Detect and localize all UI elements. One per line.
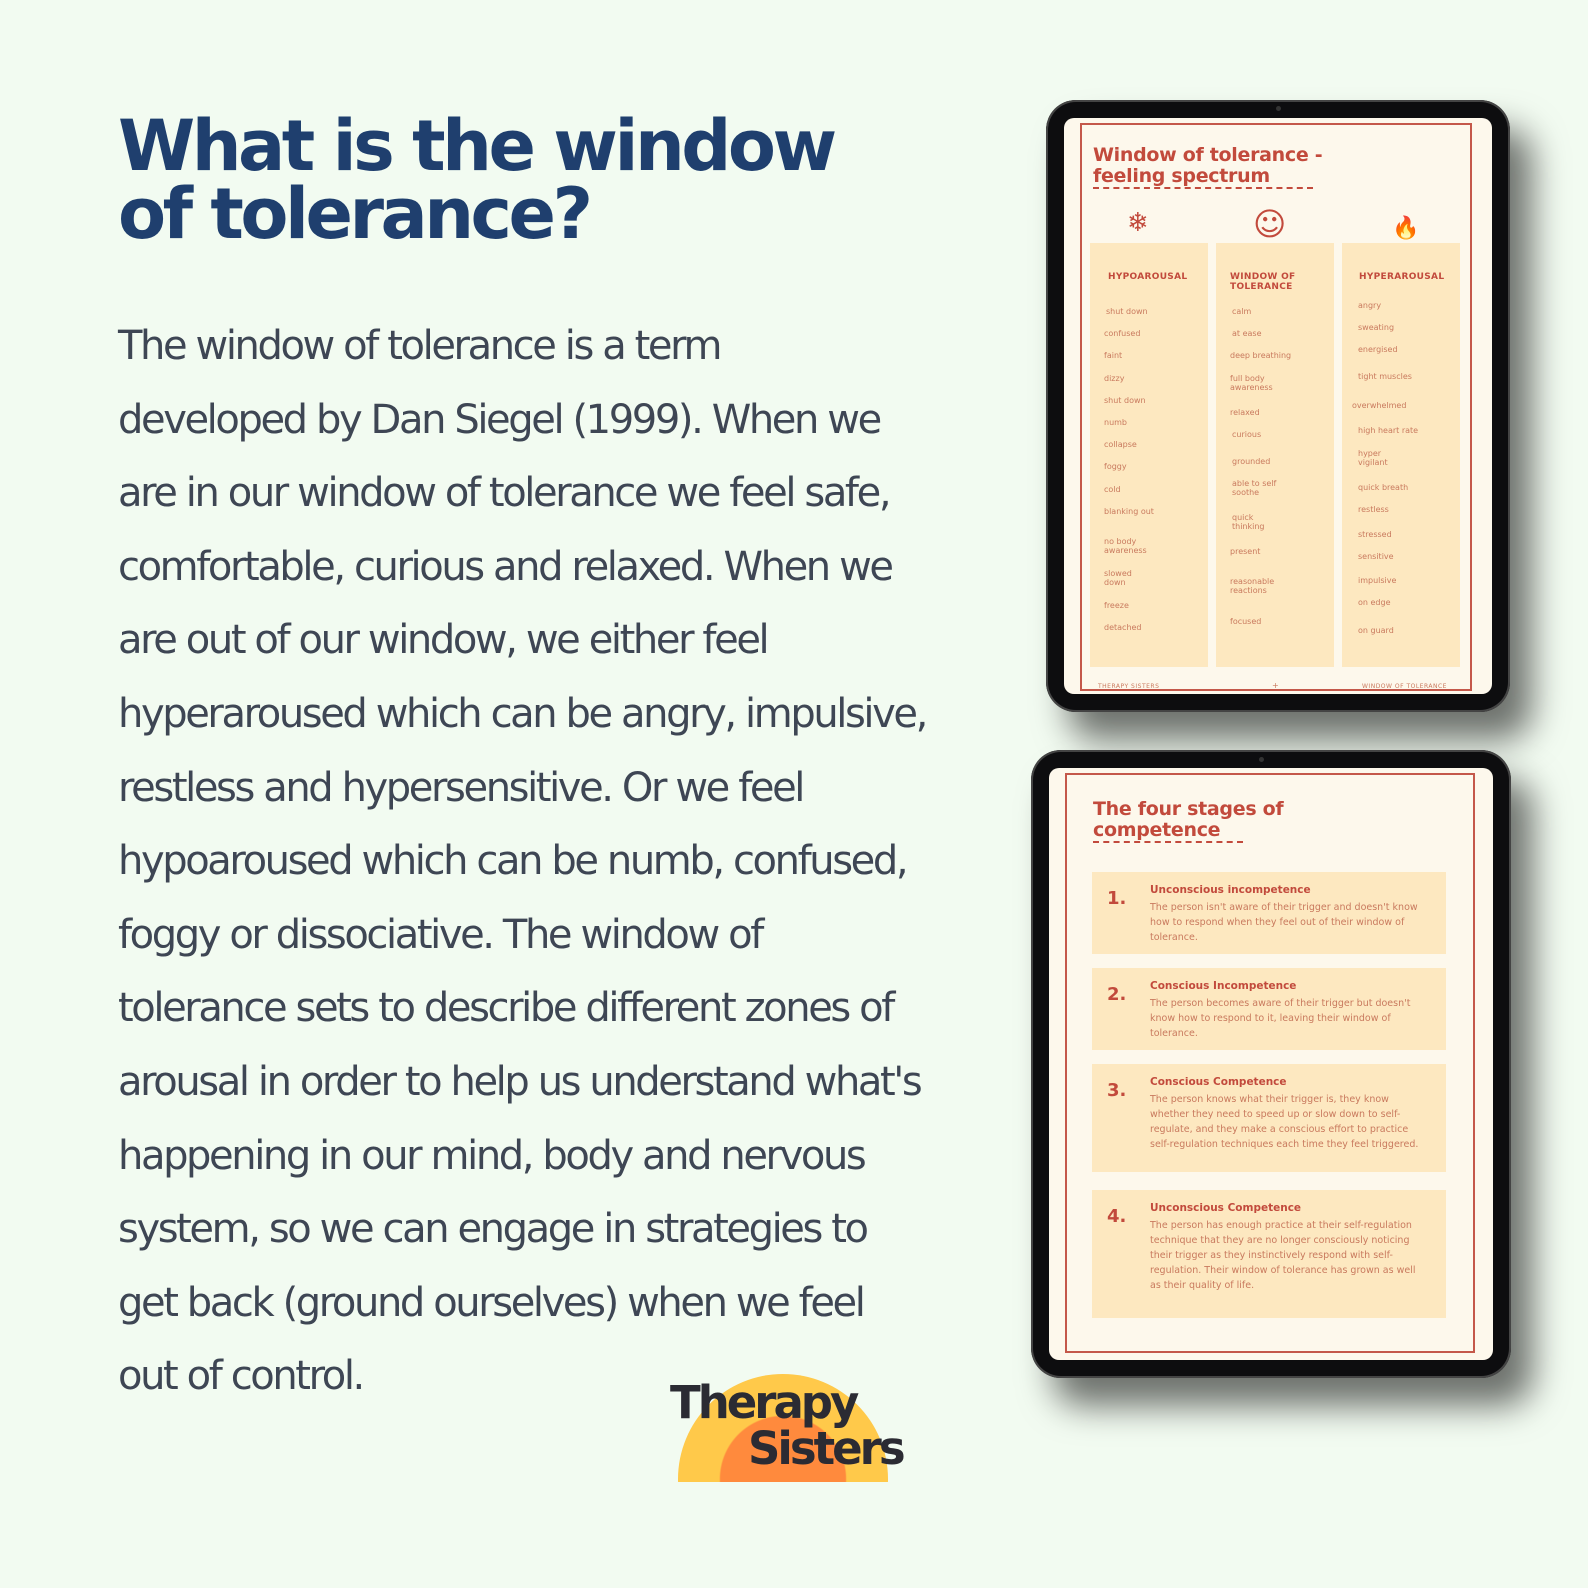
column-hypoarousal: [1090, 243, 1208, 667]
list-item: freeze: [1104, 600, 1129, 610]
list-item: full body awareness: [1230, 373, 1273, 392]
stage-title: Conscious Incompetence: [1150, 980, 1297, 992]
list-item: able to self soothe: [1232, 478, 1277, 497]
list-item: tight muscles: [1358, 372, 1412, 382]
snowflake-icon: ❄: [1127, 208, 1149, 238]
list-item: stressed: [1358, 529, 1392, 539]
stage-description: The person becomes aware of their trigger but doesn't know how to respond to it, leaving their window of tolerance.: [1150, 998, 1411, 1039]
stage-number: 1.: [1107, 888, 1127, 909]
feeling-list: [1104, 307, 1202, 645]
column-heading: HYPERAROUSAL: [1359, 272, 1445, 282]
column-hyperarousal: [1342, 243, 1460, 667]
stage-number: 2.: [1107, 984, 1127, 1005]
stage-number: 3.: [1107, 1080, 1127, 1101]
list-item: angry: [1358, 301, 1382, 310]
list-item: at ease: [1232, 329, 1262, 339]
stage-title: Conscious Competence: [1150, 1076, 1287, 1088]
stage-card: [1092, 1190, 1446, 1318]
list-item: reasonable reactions: [1230, 576, 1275, 595]
feeling-list: [1352, 301, 1454, 648]
stage-card: [1092, 872, 1446, 954]
list-item: numb: [1104, 417, 1128, 427]
list-item: quick thinking: [1232, 512, 1265, 531]
list-item: sweating: [1358, 323, 1395, 333]
list-item: shut down: [1106, 307, 1148, 316]
list-item: calm: [1232, 307, 1252, 316]
list-item: present: [1230, 546, 1261, 556]
list-item: foggy: [1104, 462, 1127, 472]
list-item: confused: [1104, 329, 1141, 339]
tablet2-title: The four stages of competence: [1093, 798, 1284, 841]
list-item: no body awareness: [1104, 536, 1147, 555]
stage-card: [1092, 1064, 1446, 1172]
list-item: collapse: [1104, 440, 1137, 450]
list-item: grounded: [1232, 456, 1271, 466]
smiley-icon: ☺: [1253, 205, 1287, 243]
list-item: quick breath: [1358, 482, 1409, 492]
stage-number: 4.: [1107, 1206, 1127, 1227]
list-item: detached: [1104, 622, 1142, 632]
list-item: deep breathing: [1230, 351, 1292, 361]
camera-icon: [1259, 757, 1264, 762]
list-item: dizzy: [1104, 373, 1125, 383]
footer-mid: +: [1272, 681, 1280, 690]
column-heading: WINDOW OF TOLERANCE: [1230, 272, 1296, 292]
stage-description: The person has enough practice at their self-regulation technique that they are no longer consciously noticing their trigger as they instinctively respond with self-regulation. Their window of tolerance has grown as well as their quality of life.: [1150, 1220, 1416, 1291]
list-item: on guard: [1358, 626, 1394, 636]
list-item: shut down: [1104, 395, 1146, 405]
column-window-of-tolerance: [1216, 243, 1334, 667]
logo-line-1: Therapy: [670, 1376, 857, 1429]
list-item: restless: [1358, 504, 1389, 514]
feeling-list: [1230, 307, 1328, 639]
title-underline: [1093, 184, 1313, 189]
stage-title: Unconscious incompetence: [1150, 884, 1311, 896]
list-item: overwhelmed: [1352, 401, 1407, 411]
list-item: impulsive: [1358, 575, 1397, 585]
list-item: sensitive: [1358, 551, 1394, 561]
list-item: high heart rate: [1358, 426, 1419, 436]
list-item: relaxed: [1230, 407, 1260, 417]
title-underline: [1093, 838, 1243, 843]
list-item: curious: [1232, 429, 1262, 439]
list-item: on edge: [1358, 598, 1391, 608]
footer-left: THERAPY SISTERS: [1098, 683, 1160, 690]
column-heading: HYPOAROUSAL: [1108, 272, 1188, 282]
list-item: slowed down: [1104, 568, 1132, 587]
list-item: faint: [1104, 351, 1123, 361]
list-item: energised: [1358, 345, 1398, 355]
body-paragraph: The window of tolerance is a term developed by Dan Siegel (1999). When we are in our window of tolerance we feel safe, comfortable, curious and relaxed. When we are out of our window, we either feel hyperaroused which can be angry, impulsive, restless and hypersensitive. Or we feel hypoaroused which can be numb, confused, foggy or dissociative. The window of tolerance sets to describe different zones of arousal in order to help us understand what's happening in our mind, body and nervous system, so we can engage in strategies to get back (ground ourselves) when we feel out of control.: [118, 323, 926, 1400]
page-title: What is the window of tolerance?: [118, 105, 834, 255]
tablet1-title: Window of tolerance - feeling spectrum: [1093, 144, 1323, 187]
flame-icon: 🔥: [1392, 216, 1420, 241]
therapy-sisters-logo: [670, 1360, 910, 1490]
camera-icon: [1276, 106, 1281, 111]
footer-right: WINDOW OF TOLERANCE: [1362, 683, 1447, 690]
stage-description: The person knows what their trigger is, they know whether they need to speed up or slow down to self-regulate, and they make a conscious effort to practice self-regulation techniques each time they feel triggered.: [1150, 1094, 1419, 1150]
logo-line-2: Sisters: [748, 1422, 903, 1475]
stage-title: Unconscious Competence: [1150, 1202, 1302, 1214]
list-item: hyper vigilant: [1358, 448, 1388, 467]
list-item: blanking out: [1104, 506, 1154, 516]
list-item: focused: [1230, 616, 1262, 626]
stage-card: [1092, 968, 1446, 1050]
list-item: cold: [1104, 484, 1121, 494]
stage-description: The person isn't aware of their trigger and doesn't know how to respond when they feel out of their window of tolerance.: [1150, 902, 1418, 943]
